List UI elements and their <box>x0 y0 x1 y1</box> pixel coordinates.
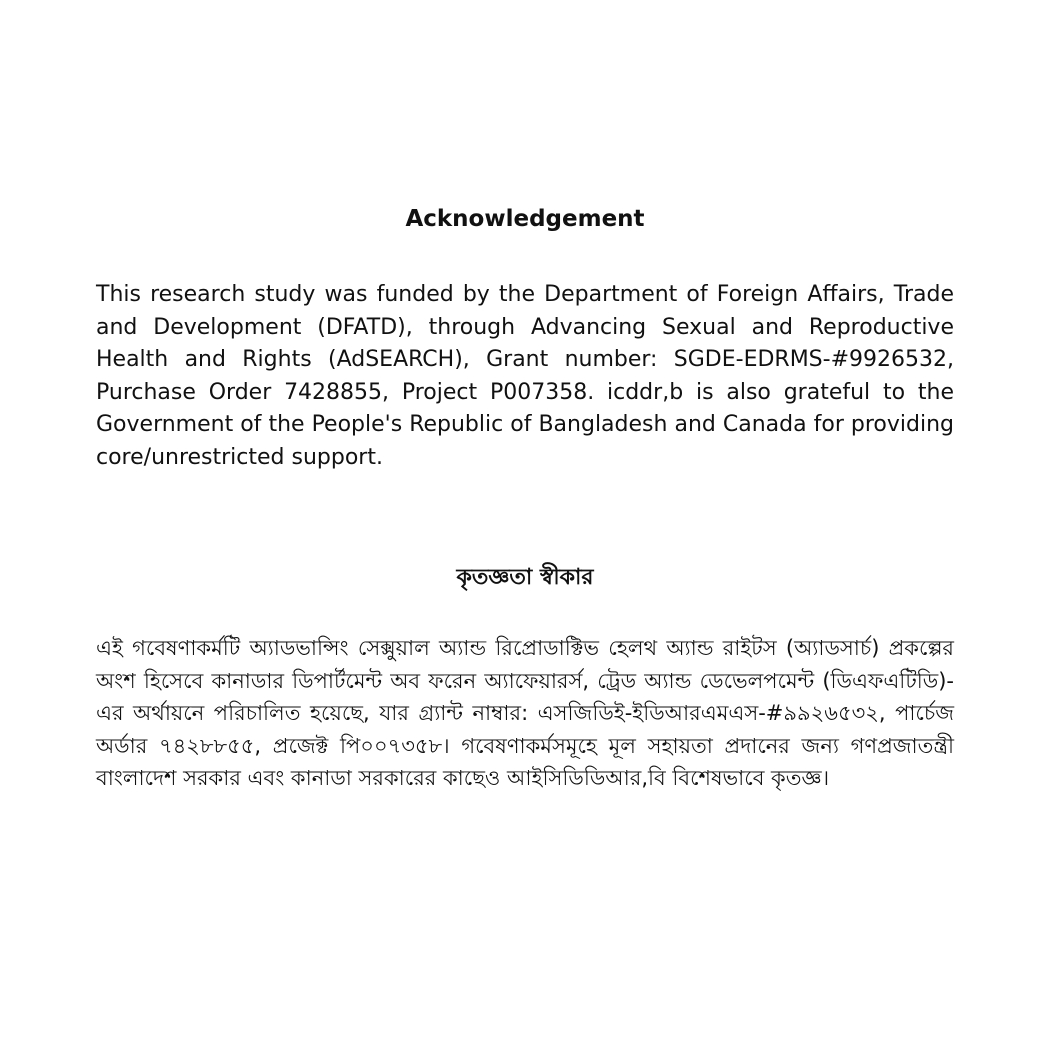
bengali-acknowledgement <box>96 562 954 795</box>
bengali-body-paragraph: এই গবেষণাকর্মটি অ্যাডভান্সিং সেক্সুয়াল অ্যান্ড রিপ্রোডাক্টিভ হেলথ অ্যান্ড রাইটস (অ্যাডসার্চ) প্রকল্পের অংশ হিসেবে কানাডার ডিপার্টমেন্ট অব ফরেন অ্যাফেয়ারর্স, ট্রেড অ্যান্ড ডেভেলপমেন্ট (ডিএফএটিডি)-এর অর্থায়নে পরিচালিত হয়েছে, যার গ্র্যান্ট নাম্বার: এসজিডিই-ইডিআরএমএস-#৯৯২৬৫৩২, পার্চেজ অর্ডার ৭৪২৮৮৫৫, প্রজেক্ট পি০০৭৩৫৮। গবেষণাকর্মসমূহে মূল সহায়তা প্রদানের জন্য গণপ্রজাতন্ত্রী বাংলাদেশ সরকার এবং কানাডা সরকারের কাছেও আইসিডিডিআর,বি বিশেষভাবে কৃতজ্ঞ। <box>96 636 954 791</box>
bengali-heading: কৃতজ্ঞতা স্বীকার <box>456 565 594 590</box>
english-heading: Acknowledgement <box>405 206 645 232</box>
english-acknowledgement <box>96 203 954 475</box>
english-body-paragraph: This research study was funded by the Department of Foreign Affairs, Trade and Development (DFATD), through Advancing Sexual and Reproductive Health and Rights (AdSEARCH), Grant number: SGDE-EDRMS-#9926532, Purchase Order 7428855, Project P007358. icddr,b is also grateful to the Government of the People's Republic of Bangladesh and Canada for providing core/unrestricted support. <box>96 282 954 470</box>
